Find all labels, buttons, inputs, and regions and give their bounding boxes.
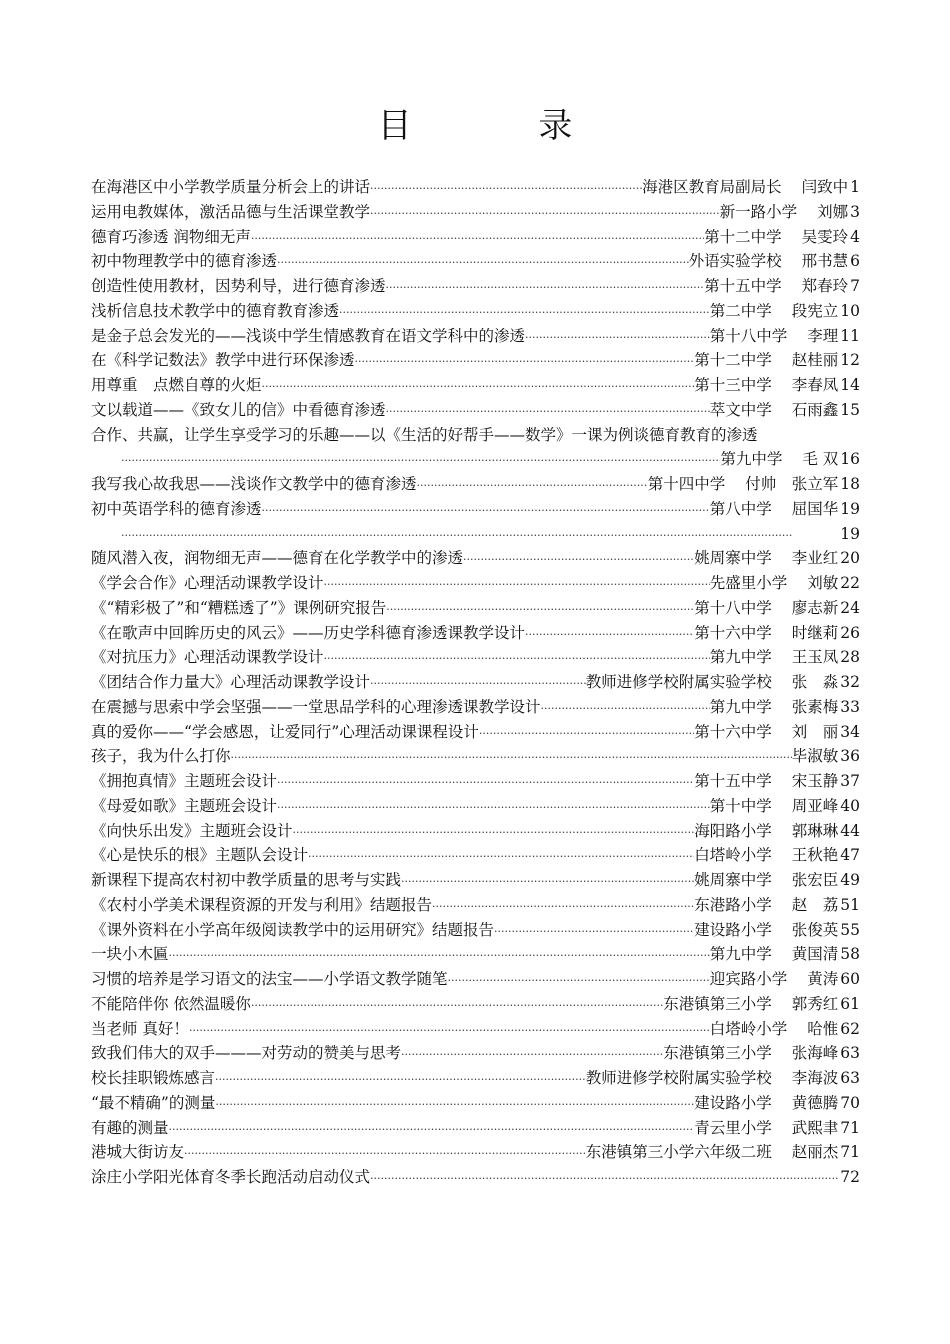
toc-entry-title-line: 合作、共赢，让学生享受学习的乐趣——以《生活的好帮手——数学》一课为例谈德育教育的渗透	[91, 425, 758, 444]
toc-entry-title: 当老师 真好！	[91, 1019, 189, 1038]
toc-entry-school: 先盛里小学	[709, 574, 788, 592]
toc-entry	[91, 992, 860, 1017]
toc-entry-school: 第十三中学	[694, 376, 772, 394]
leader-dots	[231, 746, 792, 771]
toc-entry-title: 《课外资料在小学高年级阅读教学中的运用研究》结题报告	[91, 920, 495, 939]
leader-dots	[525, 326, 710, 351]
toc-entry-school: 第十六中学	[694, 722, 772, 741]
toc-entry-page: 19	[840, 524, 860, 543]
leader-dots	[386, 400, 710, 425]
leader-dots	[324, 573, 710, 598]
toc-entry	[91, 1165, 860, 1190]
toc-entry-page: 47	[840, 846, 860, 865]
toc-entry-page: 15	[840, 400, 860, 419]
toc-list	[91, 175, 860, 1190]
toc-entry-author: 闫致中	[801, 178, 849, 196]
toc-entry-title: 在海港区中小学教学质量分析会上的讲话	[91, 178, 371, 196]
leader-dots	[370, 672, 586, 697]
toc-entry-title: 习惯的培养是学习语文的法宝——小学语文教学随笔	[91, 970, 448, 988]
leader-dots	[277, 796, 710, 821]
toc-entry-title: 不能陪伴你 依然温暖你	[91, 994, 251, 1013]
toc-entry-school: 白塔岭小学	[709, 1019, 788, 1038]
toc-entry-title: 有趣的测量	[91, 1118, 169, 1137]
toc-entry-school: 新一路小学	[719, 202, 798, 221]
toc-entry-school: 第十八中学	[694, 598, 772, 617]
toc-entry-title: 《“精彩极了”和“糟糕透了”》课例研究报告	[91, 598, 387, 617]
toc-entry	[91, 621, 860, 646]
toc-entry-author: 李理	[807, 326, 839, 345]
leader-dots	[355, 350, 695, 375]
leader-dots	[370, 1167, 838, 1192]
toc-entry-title: 一块小木匾	[91, 945, 169, 964]
toc-entry-page: 70	[840, 1093, 860, 1112]
leader-dots	[525, 623, 694, 648]
page-title: 目 录	[377, 106, 631, 146]
toc-entry-author: 黄涛	[807, 970, 839, 988]
toc-entry-page: 51	[840, 895, 860, 914]
leader-dots	[494, 920, 694, 945]
toc-entry-school: 第十八中学	[709, 326, 788, 345]
toc-entry-author: 王玉凤	[791, 648, 839, 667]
toc-entry-title: 《学会合作》心理活动课教学设计	[91, 574, 324, 592]
toc-entry-school: 姚周寨中学	[694, 871, 772, 889]
toc-entry	[91, 546, 860, 571]
leader-dots	[215, 1093, 694, 1118]
toc-entry-author: 张素梅	[791, 697, 839, 716]
toc-entry-author: 黄国清	[791, 945, 839, 964]
toc-entry-page: 72	[840, 1168, 860, 1186]
toc-entry-title: 《团结合作力量大》心理活动课教学设计	[91, 673, 371, 691]
toc-entry-author: 张海峰	[791, 1044, 839, 1063]
toc-entry-school: 教师进修学校附属实验学校	[585, 673, 772, 691]
toc-entry-page: 60	[840, 970, 860, 988]
toc-entry-page: 34	[840, 722, 860, 741]
toc-entry-author: 赵桂丽	[791, 351, 839, 370]
toc-entry	[91, 398, 860, 423]
toc-entry-title: 校长挂职锻炼感言	[91, 1069, 216, 1087]
toc-entry	[91, 670, 860, 695]
toc-entry-title: 是金子总会发光的——浅谈中学生情感教育在语文学科中的渗透	[91, 326, 526, 345]
toc-entry	[91, 200, 860, 225]
toc-entry-page: 44	[840, 821, 860, 840]
toc-entry	[91, 942, 860, 967]
toc-entry	[91, 769, 860, 794]
toc-entry-page: 1	[850, 178, 860, 196]
toc-entry-title: 随风潜入夜，润物细无声——德育在化学教学中的渗透	[91, 549, 464, 568]
toc-entry	[91, 348, 860, 373]
toc-entry-author: 张宏臣	[791, 871, 839, 889]
toc-entry-school: 第九中学	[720, 450, 783, 469]
leader-dots	[463, 548, 694, 573]
toc-entry-title: 《拥抱真情》主题班会设计	[91, 772, 278, 790]
toc-entry-page: 6	[850, 252, 860, 271]
leader-dots	[189, 1019, 710, 1044]
toc-entry	[91, 175, 860, 200]
leader-dots	[386, 598, 694, 623]
toc-entry-school: 建设路小学	[694, 1093, 772, 1112]
leader-dots	[169, 944, 710, 969]
leader-dots	[370, 177, 642, 202]
leader-dots	[541, 697, 710, 722]
toc-entry-page: 32	[840, 673, 860, 691]
toc-entry-author: 李海波	[791, 1069, 839, 1087]
toc-entry-author: 刘敏	[807, 574, 839, 592]
toc-entry	[91, 1041, 860, 1066]
toc-entry-title: 《心是快乐的根》主题队会设计	[91, 846, 309, 865]
toc-entry-school: 第九中学	[709, 697, 772, 716]
toc-entry-page: 63	[840, 1044, 860, 1063]
leader-dots	[262, 499, 710, 524]
leader-dots	[324, 647, 710, 672]
toc-entry	[91, 843, 860, 868]
toc-entry-author: 郑春玲	[801, 277, 849, 295]
toc-entry-school: 第十中学	[709, 796, 772, 815]
leader-dots	[370, 202, 720, 227]
leader-dots	[432, 895, 694, 920]
leader-dots	[121, 449, 720, 474]
toc-entry-school: 第十六中学	[694, 623, 772, 642]
toc-entry-page: 62	[840, 1019, 860, 1038]
toc-entry-page: 14	[840, 376, 860, 394]
toc-entry-author: 武熙聿	[791, 1118, 839, 1137]
toc-entry-page: 71	[840, 1143, 860, 1162]
toc-entry-title: 用尊重 点燃自尊的火炬	[91, 376, 262, 394]
toc-entry-author: 周亚峰	[791, 796, 839, 815]
toc-entry	[91, 497, 860, 522]
leader-dots	[215, 1068, 586, 1093]
toc-entry-page: 26	[840, 623, 860, 642]
toc-entry-author: 付帅 张立军	[745, 475, 839, 493]
toc-entry-title: 《向快乐出发》主题班会设计	[91, 821, 293, 840]
toc-entry	[91, 1066, 860, 1091]
toc-entry-page: 33	[840, 697, 860, 716]
toc-entry	[91, 918, 860, 943]
toc-entry	[91, 596, 860, 621]
toc-entry-author: 屈国华	[791, 499, 839, 518]
leader-dots	[121, 524, 838, 549]
toc-entry-school: 东港镇第三小学六年级二班	[585, 1143, 772, 1162]
leader-dots	[293, 821, 695, 846]
toc-entry	[91, 571, 860, 596]
toc-entry-page: 36	[840, 747, 860, 766]
toc-entry-author: 廖志新	[791, 598, 839, 617]
toc-entry	[91, 249, 860, 274]
toc-entry	[91, 744, 860, 769]
toc-entry-author: 宋玉静	[791, 772, 839, 790]
toc-entry-page: 37	[840, 772, 860, 790]
toc-entry	[91, 819, 860, 844]
leader-dots	[448, 969, 710, 994]
leader-dots	[401, 1043, 663, 1068]
toc-entry	[91, 720, 860, 745]
toc-entry-author: 哈惟	[807, 1019, 839, 1038]
toc-entry-school: 第九中学	[709, 648, 772, 667]
toc-entry-author: 王秋艳	[791, 846, 839, 865]
toc-entry-page: 16	[840, 450, 860, 469]
toc-entry	[91, 299, 860, 324]
toc-entry	[91, 225, 860, 250]
leader-dots	[262, 375, 695, 400]
toc-entry-page: 61	[840, 994, 860, 1013]
toc-entry-title: 孩子，我为什么打你	[91, 747, 231, 766]
leader-dots	[339, 301, 710, 326]
toc-entry	[91, 1017, 860, 1042]
toc-entry-school: 白塔岭小学	[694, 846, 772, 865]
toc-entry	[91, 472, 860, 497]
toc-entry-title: 港城大街访友	[91, 1143, 185, 1162]
toc-entry	[91, 1116, 860, 1141]
toc-entry-page: 4	[850, 227, 860, 246]
toc-entry-title: 文以载道——《致女儿的信》中看德育渗透	[91, 400, 386, 419]
toc-entry-title: 浅析信息技术教学中的德育教育渗透	[91, 301, 340, 320]
leader-dots	[479, 722, 694, 747]
toc-entry-author: 赵丽杰	[791, 1143, 839, 1162]
toc-entry-school: 第十二中学	[694, 351, 772, 370]
toc-entry-school: 建设路小学	[694, 920, 772, 939]
leader-dots	[251, 227, 704, 252]
toc-entry-school: 东港路小学	[694, 895, 772, 914]
toc-entry	[91, 868, 860, 893]
toc-entry	[91, 324, 860, 349]
toc-entry-page: 10	[840, 301, 860, 320]
toc-entry-page: 12	[840, 351, 860, 370]
toc-entry-school: 东港镇第三小学	[663, 1044, 772, 1063]
toc-entry	[91, 794, 860, 819]
toc-entry-school: 第十二中学	[704, 227, 782, 246]
toc-entry-page: 24	[840, 598, 860, 617]
toc-entry-title: 新课程下提高农村初中教学质量的思考与实践	[91, 871, 402, 889]
toc-entry-title: 在《科学记数法》教学中进行环保渗透	[91, 351, 355, 370]
toc-entry	[91, 373, 860, 398]
toc-entry-school: 萃文中学	[709, 400, 772, 419]
toc-entry-school: 海阳路小学	[694, 821, 772, 840]
leader-dots	[401, 870, 694, 895]
toc-entry-page: 71	[840, 1118, 860, 1137]
toc-entry-school: 东港镇第三小学	[663, 994, 772, 1013]
toc-entry-title: 《农村小学美术课程资源的开发与利用》结题报告	[91, 895, 433, 914]
toc-entry-page: 49	[840, 871, 860, 889]
toc-entry	[91, 967, 860, 992]
toc-entry-author: 赵 荔	[791, 895, 839, 914]
toc-entry-title: 初中物理教学中的德育渗透	[91, 252, 278, 271]
toc-entry-school: 迎宾路小学	[709, 970, 788, 988]
toc-entry-page: 40	[840, 796, 860, 815]
toc-entry-author: 毕淑敏	[791, 747, 839, 766]
toc-entry-author: 张俊英	[791, 920, 839, 939]
toc-entry	[91, 645, 860, 670]
toc-entry-author: 段宪立	[791, 301, 839, 320]
toc-entry-author: 时继莉	[791, 623, 839, 642]
leader-dots	[184, 1142, 586, 1167]
toc-entry-title: 《母爱如歌》主题班会设计	[91, 796, 278, 815]
toc-entry-page: 3	[850, 202, 860, 221]
toc-entry-title: 涂庄小学阳光体育冬季长跑活动启动仪式	[91, 1168, 371, 1186]
leader-dots	[308, 845, 694, 870]
toc-entry-school: 海港区教育局副局长	[642, 178, 782, 196]
toc-entry-title: 创造性使用教材，因势利导，进行德育渗透	[91, 277, 386, 295]
leader-dots	[251, 994, 663, 1019]
leader-dots	[417, 474, 648, 499]
toc-entry-author: 李春凤	[791, 376, 839, 394]
toc-entry-title: 德育巧渗透 润物细无声	[91, 227, 251, 246]
toc-entry-title: 我写我心故我思——浅谈作文教学中的德育渗透	[91, 475, 417, 493]
leader-dots	[277, 251, 689, 276]
toc-entry-title: 运用电教媒体，激活品德与生活课堂教学	[91, 202, 371, 221]
toc-entry-page: 11	[840, 326, 860, 345]
leader-dots	[386, 276, 705, 301]
toc-entry-page: 28	[840, 648, 860, 667]
toc-entry-page: 19	[840, 499, 860, 518]
toc-entry	[91, 1091, 860, 1116]
toc-entry-author: 郭琳琳	[791, 821, 839, 840]
toc-entry	[91, 695, 860, 720]
toc-entry-page: 20	[840, 549, 860, 568]
toc-entry-author: 李业红	[791, 549, 839, 568]
toc-entry-page: 7	[850, 277, 860, 295]
toc-entry-school: 青云里小学	[694, 1118, 772, 1137]
toc-entry-title: “最不精确”的测量	[91, 1093, 216, 1112]
toc-entry-school: 第二中学	[709, 301, 772, 320]
toc-entry	[91, 447, 860, 472]
toc-entry-title: 《在歌声中回眸历史的风云》——历史学科德育渗透课教学设计	[91, 623, 526, 642]
toc-entry-author: 郭秀红	[791, 994, 839, 1013]
toc-entry	[91, 1140, 860, 1165]
toc-entry-title: 致我们伟大的双手———对劳动的赞美与思考	[91, 1044, 402, 1063]
toc-entry-title: 真的爱你——“学会感恩，让爱同行”心理活动课课程设计	[91, 722, 479, 741]
toc-entry-school: 第十五中学	[704, 277, 782, 295]
toc-entry-author: 刘 丽	[791, 722, 839, 741]
toc-entry-school: 第九中学	[709, 945, 772, 964]
toc-continuation	[91, 522, 860, 547]
toc-entry-title: 在震撼与思索中学会坚强——一堂思品学科的心理渗透课教学设计	[91, 697, 541, 716]
toc-entry-author: 邢书慧	[801, 252, 849, 271]
leader-dots	[169, 1118, 695, 1143]
toc-entry-author: 吴雯玲	[801, 227, 849, 246]
toc-entry-page: 63	[840, 1069, 860, 1087]
toc-entry-page: 58	[840, 945, 860, 964]
toc-entry-school: 外语实验学校	[688, 252, 782, 271]
leader-dots	[277, 771, 694, 796]
toc-entry-title: 初中英语学科的德育渗透	[91, 499, 262, 518]
toc-entry	[91, 274, 860, 299]
toc-entry	[91, 893, 860, 918]
toc-entry-school: 第十四中学	[647, 475, 726, 493]
toc-entry-page: 22	[840, 574, 860, 592]
toc-entry-author: 毛 双	[802, 450, 839, 469]
toc-entry-author: 黄德腾	[791, 1093, 839, 1112]
toc-entry-page: 55	[840, 920, 860, 939]
toc-entry-author: 张 淼	[791, 673, 839, 691]
toc-entry-school: 第八中学	[709, 499, 772, 518]
toc-entry-school: 姚周寨中学	[694, 549, 772, 568]
toc-entry-title: 《对抗压力》心理活动课教学设计	[91, 648, 324, 667]
toc-entry-school: 第十五中学	[694, 772, 772, 790]
toc-entry-school: 教师进修学校附属实验学校	[585, 1069, 772, 1087]
toc-entry-author: 石雨鑫	[791, 400, 839, 419]
toc-entry-page: 18	[840, 475, 860, 493]
toc-entry-author: 刘娜	[817, 202, 849, 221]
